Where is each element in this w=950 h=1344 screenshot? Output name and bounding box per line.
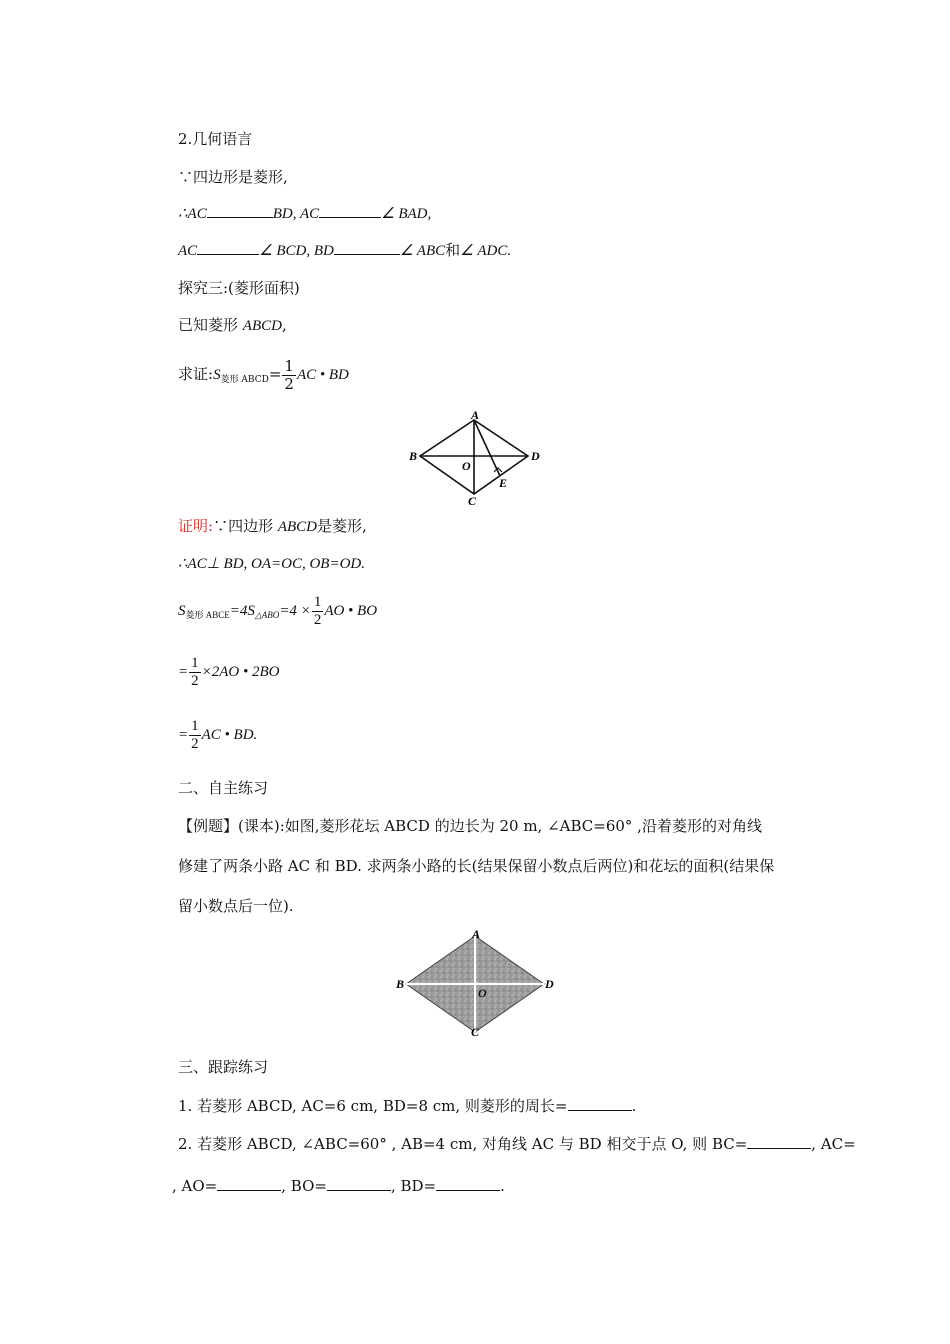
blank-2[interactable] (319, 203, 381, 218)
therefore-line-1 (178, 203, 431, 225)
question-2-cont (172, 1175, 505, 1197)
therefore-symbol: ∴ (178, 206, 188, 222)
blank-3[interactable] (197, 240, 259, 255)
label-and: 和 (445, 243, 461, 259)
example-line-1: 【例题】(课本):如图,菱形花坛 ABCD 的边长为 20 m, ∠ABC=60° ,沿着菱形的对角线 (178, 817, 762, 835)
section-title-geometry-language: 2.几何语言 (178, 130, 253, 148)
because-text: 四边形是菱形, (193, 168, 288, 186)
prove-fraction (282, 358, 296, 393)
proof-fraction-1 (312, 594, 324, 629)
proof-mid: =4S (229, 603, 255, 619)
label-ac-2: AC (178, 243, 198, 259)
question-2-ao: , AO= (172, 1177, 218, 1195)
question-1-end: . (631, 1097, 637, 1115)
question-1-blank[interactable] (568, 1096, 632, 1111)
label-abc: ∠ ABC (399, 243, 446, 259)
question-2-bd: , BD= (390, 1177, 437, 1195)
given-shape: ABCD (242, 318, 282, 334)
label-point-d: D (545, 977, 554, 991)
proof-label: 证明: (178, 517, 214, 535)
proof-line1-end: 是菱形, (317, 517, 367, 535)
prove-line (178, 354, 349, 400)
question-2-ac: , AC= (811, 1135, 856, 1153)
label-bd-ac: BD, AC (272, 206, 320, 222)
fraction-denominator: 2 (191, 736, 199, 753)
rhombus-figure-1 (400, 408, 550, 508)
proof-fraction-3 (189, 718, 201, 753)
fraction-denominator: 2 (284, 374, 294, 393)
explore-three-title: 探究三:(菱形面积) (178, 279, 300, 297)
label-point-a: A (472, 928, 481, 941)
proof-eq-2: = (178, 727, 189, 743)
because-line (178, 166, 288, 188)
prove-label: 求证: (178, 365, 214, 383)
blank-4[interactable] (334, 240, 400, 255)
proof-s: S (178, 603, 186, 619)
prove-eq: = (268, 365, 282, 383)
given-line (178, 314, 287, 337)
label-point-b: B (409, 449, 418, 463)
label-point-c: C (471, 1025, 480, 1039)
question-2-blank-bc[interactable] (747, 1134, 811, 1149)
example-line-2: 修建了两条小路 AC 和 BD. 求两条小路的长(结果保留小数点后两位)和花坛的面积(结果保 (178, 857, 775, 875)
label-point-c: C (468, 494, 477, 508)
fraction-denominator: 2 (191, 673, 199, 690)
fraction-numerator: 1 (191, 718, 199, 735)
blank-1[interactable] (207, 203, 273, 218)
given-text: 已知菱形 (178, 316, 243, 334)
proof-fraction-2 (189, 655, 201, 690)
question-1-text: 1. 若菱形 ABCD, AC=6 cm, BD=8 cm, 则菱形的周长= (178, 1097, 568, 1115)
question-2-text: 2. 若菱形 ABCD, ∠ABC=60° , AB=4 cm, 对角线 AC 与 BD 相交于点 O, 则 BC= (178, 1135, 748, 1153)
section-title-follow-practice: 三、跟踪练习 (178, 1058, 269, 1076)
proof-sub2: △ABO (254, 610, 280, 620)
question-2-bo: , BO= (281, 1177, 327, 1195)
because-symbol: ∵ (178, 168, 194, 186)
example-line-3: 留小数点后一位). (178, 897, 294, 915)
proof-line-4 (178, 652, 280, 692)
question-1 (178, 1095, 636, 1117)
proof-line1-text: ∵四边形 (213, 517, 278, 535)
proof-eq-1: = (178, 664, 189, 680)
fraction-denominator: 2 (313, 612, 322, 629)
fraction-numerator: 1 (191, 655, 199, 672)
fraction-numerator: 1 (284, 356, 294, 375)
proof-line4-end: ×2AO • 2BO (201, 664, 280, 680)
label-bcd-bd: ∠ BCD, BD (259, 243, 334, 259)
proof-line1-shape: ABCD (277, 519, 318, 535)
label-point-d: D (531, 449, 540, 463)
label-point-o: O (462, 459, 471, 473)
label-point-b: B (396, 977, 405, 991)
label-bad: ∠ BAD, (381, 206, 432, 222)
question-2-blank-bd[interactable] (436, 1176, 500, 1191)
question-2 (178, 1133, 856, 1155)
label-point-a: A (471, 408, 480, 422)
therefore-line-2 (178, 240, 511, 262)
flower-bed-figure (392, 928, 562, 1040)
fraction-numerator: 1 (313, 594, 322, 611)
label-point-e: E (499, 476, 508, 490)
prove-rest: AC • BD (296, 367, 349, 383)
question-2-end: . (500, 1177, 505, 1195)
question-2-blank-ao[interactable] (217, 1176, 281, 1191)
proof-line5-end: AC • BD. (201, 727, 258, 743)
label-ac: AC (187, 206, 207, 222)
proof-after: =4 × (279, 603, 311, 619)
section-title-self-practice: 二、自主练习 (178, 779, 269, 797)
proof-line-3 (178, 591, 377, 635)
proof-line-2: ∴AC⊥ BD, OA=OC, OB=OD. (178, 556, 366, 572)
label-point-o: O (478, 986, 487, 1000)
question-2-blank-bo[interactable] (327, 1176, 391, 1191)
proof-line3-end: AO • BO (324, 603, 378, 619)
prove-s: S (213, 367, 221, 383)
proof-sub: 菱形 ABCE (185, 610, 230, 620)
proof-line-1 (178, 515, 367, 538)
label-adc: ∠ ADC. (460, 243, 512, 259)
prove-sub: 菱形 ABCD (220, 375, 269, 385)
proof-line-5 (178, 715, 257, 755)
given-end: , (281, 316, 287, 334)
